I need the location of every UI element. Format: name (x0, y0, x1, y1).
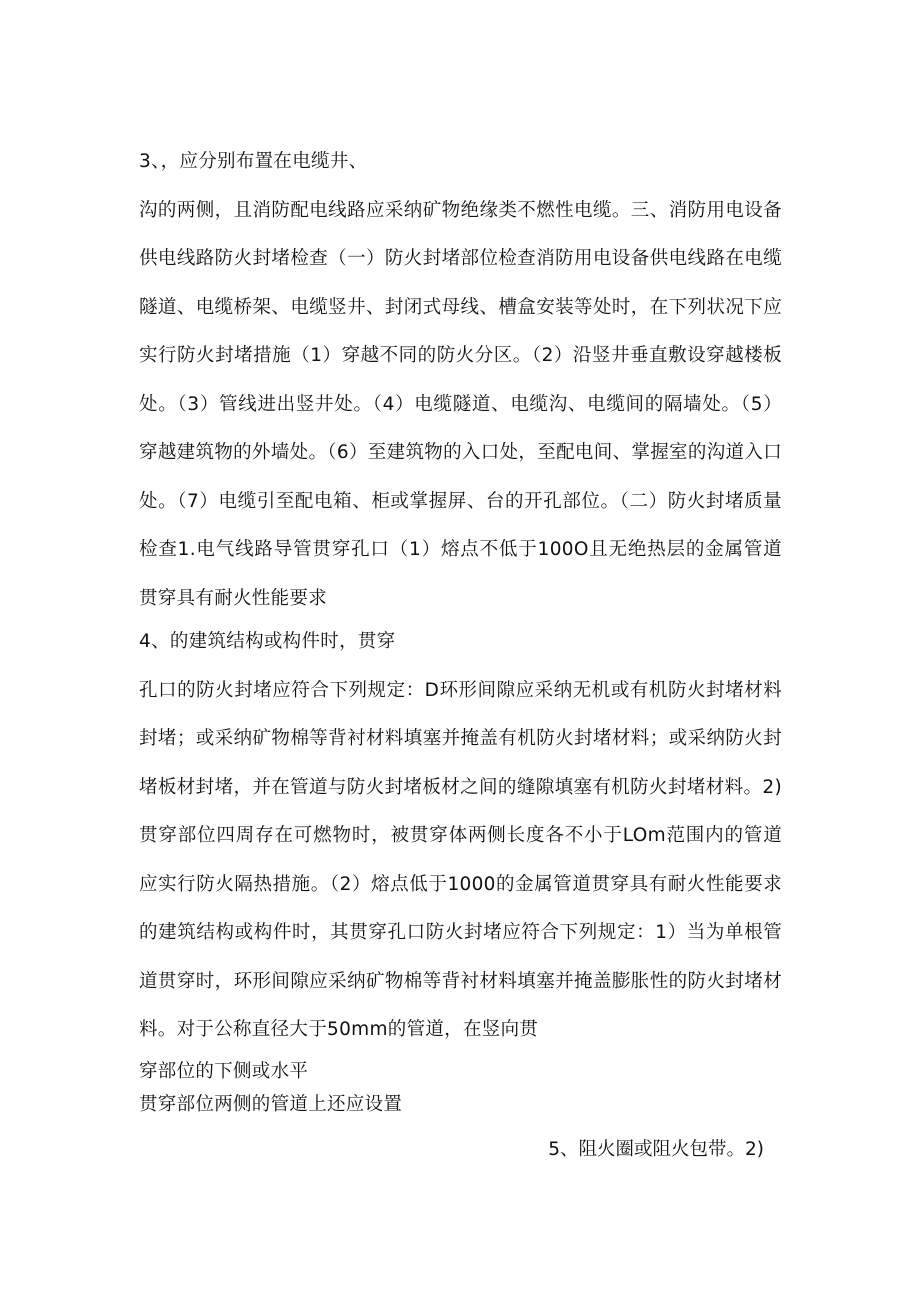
paragraph-section-5 (139, 1130, 764, 1170)
paragraph-body: 沟的两侧，且消防配电线路应采纳矿物绝缘类不燃性电缆。三、消防用电设备供电线路防火封堵检查（一）防火封堵部位检查消防用电设备供电线路在电缆隧道、电缆桥架、电缆竖井、封闭式母线、槽盒安装等处时，在下列状况下应实行防火封堵措施（1）穿越不同的防火分区。（2）沿竖井垂直敷设穿越楼板处。（3）管线进出竖井处。（4）电缆隧道、电缆沟、电缆间的隔墙处。（5）穿越建筑物的外墙处。（6）至建筑物的入口处，至配电间、掌握室的沟道入口处。（7）电缆引至配电箱、柜或掌握屏、台的开孔部位。（二）防火封堵质量检查1.电气线路导管贯穿孔口（1）熔点不低于100O且无绝热层的金属管道贯穿具有耐火性能要求 (139, 199, 782, 609)
paragraph-body: 孔口的防火封堵应符合下列规定：D环形间隙应采纳无机或有机防火封堵材料封堵；或采纳矿物棉等背衬材料填塞并掩盖有机防火封堵材料；或采纳防火封堵板材封堵，并在管道与防火封堵板材之间的缝隙填塞有机防火封堵材料。2)贯穿部位四周存在可燃物时，被贯穿体两侧长度各不小于LOm范围内的管道应实行防火隔热措施。（2）熔点低于1000的金属管道贯穿具有耐火性能要求的建筑结构或构件时，其贯穿孔口防火封堵应符合下列规定：1）当为单根管道贯穿时，环形间隙应采纳矿物棉等背衬材料填塞并掩盖膨胀性的防火封堵材料。对于公称直径大于50mm的管道，在竖向贯 (139, 679, 782, 1040)
paragraph-lead: 3、，应分别布置在电缆井、 (139, 151, 368, 172)
paragraph-line: 贯穿部位两侧的管道上还应设置 (139, 1094, 403, 1115)
paragraph-line: 穿部位的下侧或水平 (139, 1061, 309, 1082)
paragraph-lead: 4、的建筑结构或构件时，贯穿 (139, 631, 396, 652)
paragraph-lead: 5、阻火圈或阻火包带。2) (548, 1139, 764, 1160)
paragraph-section-4 (139, 618, 782, 1055)
paragraph-continuation (139, 1055, 782, 1121)
paragraph-section-3 (139, 138, 782, 623)
